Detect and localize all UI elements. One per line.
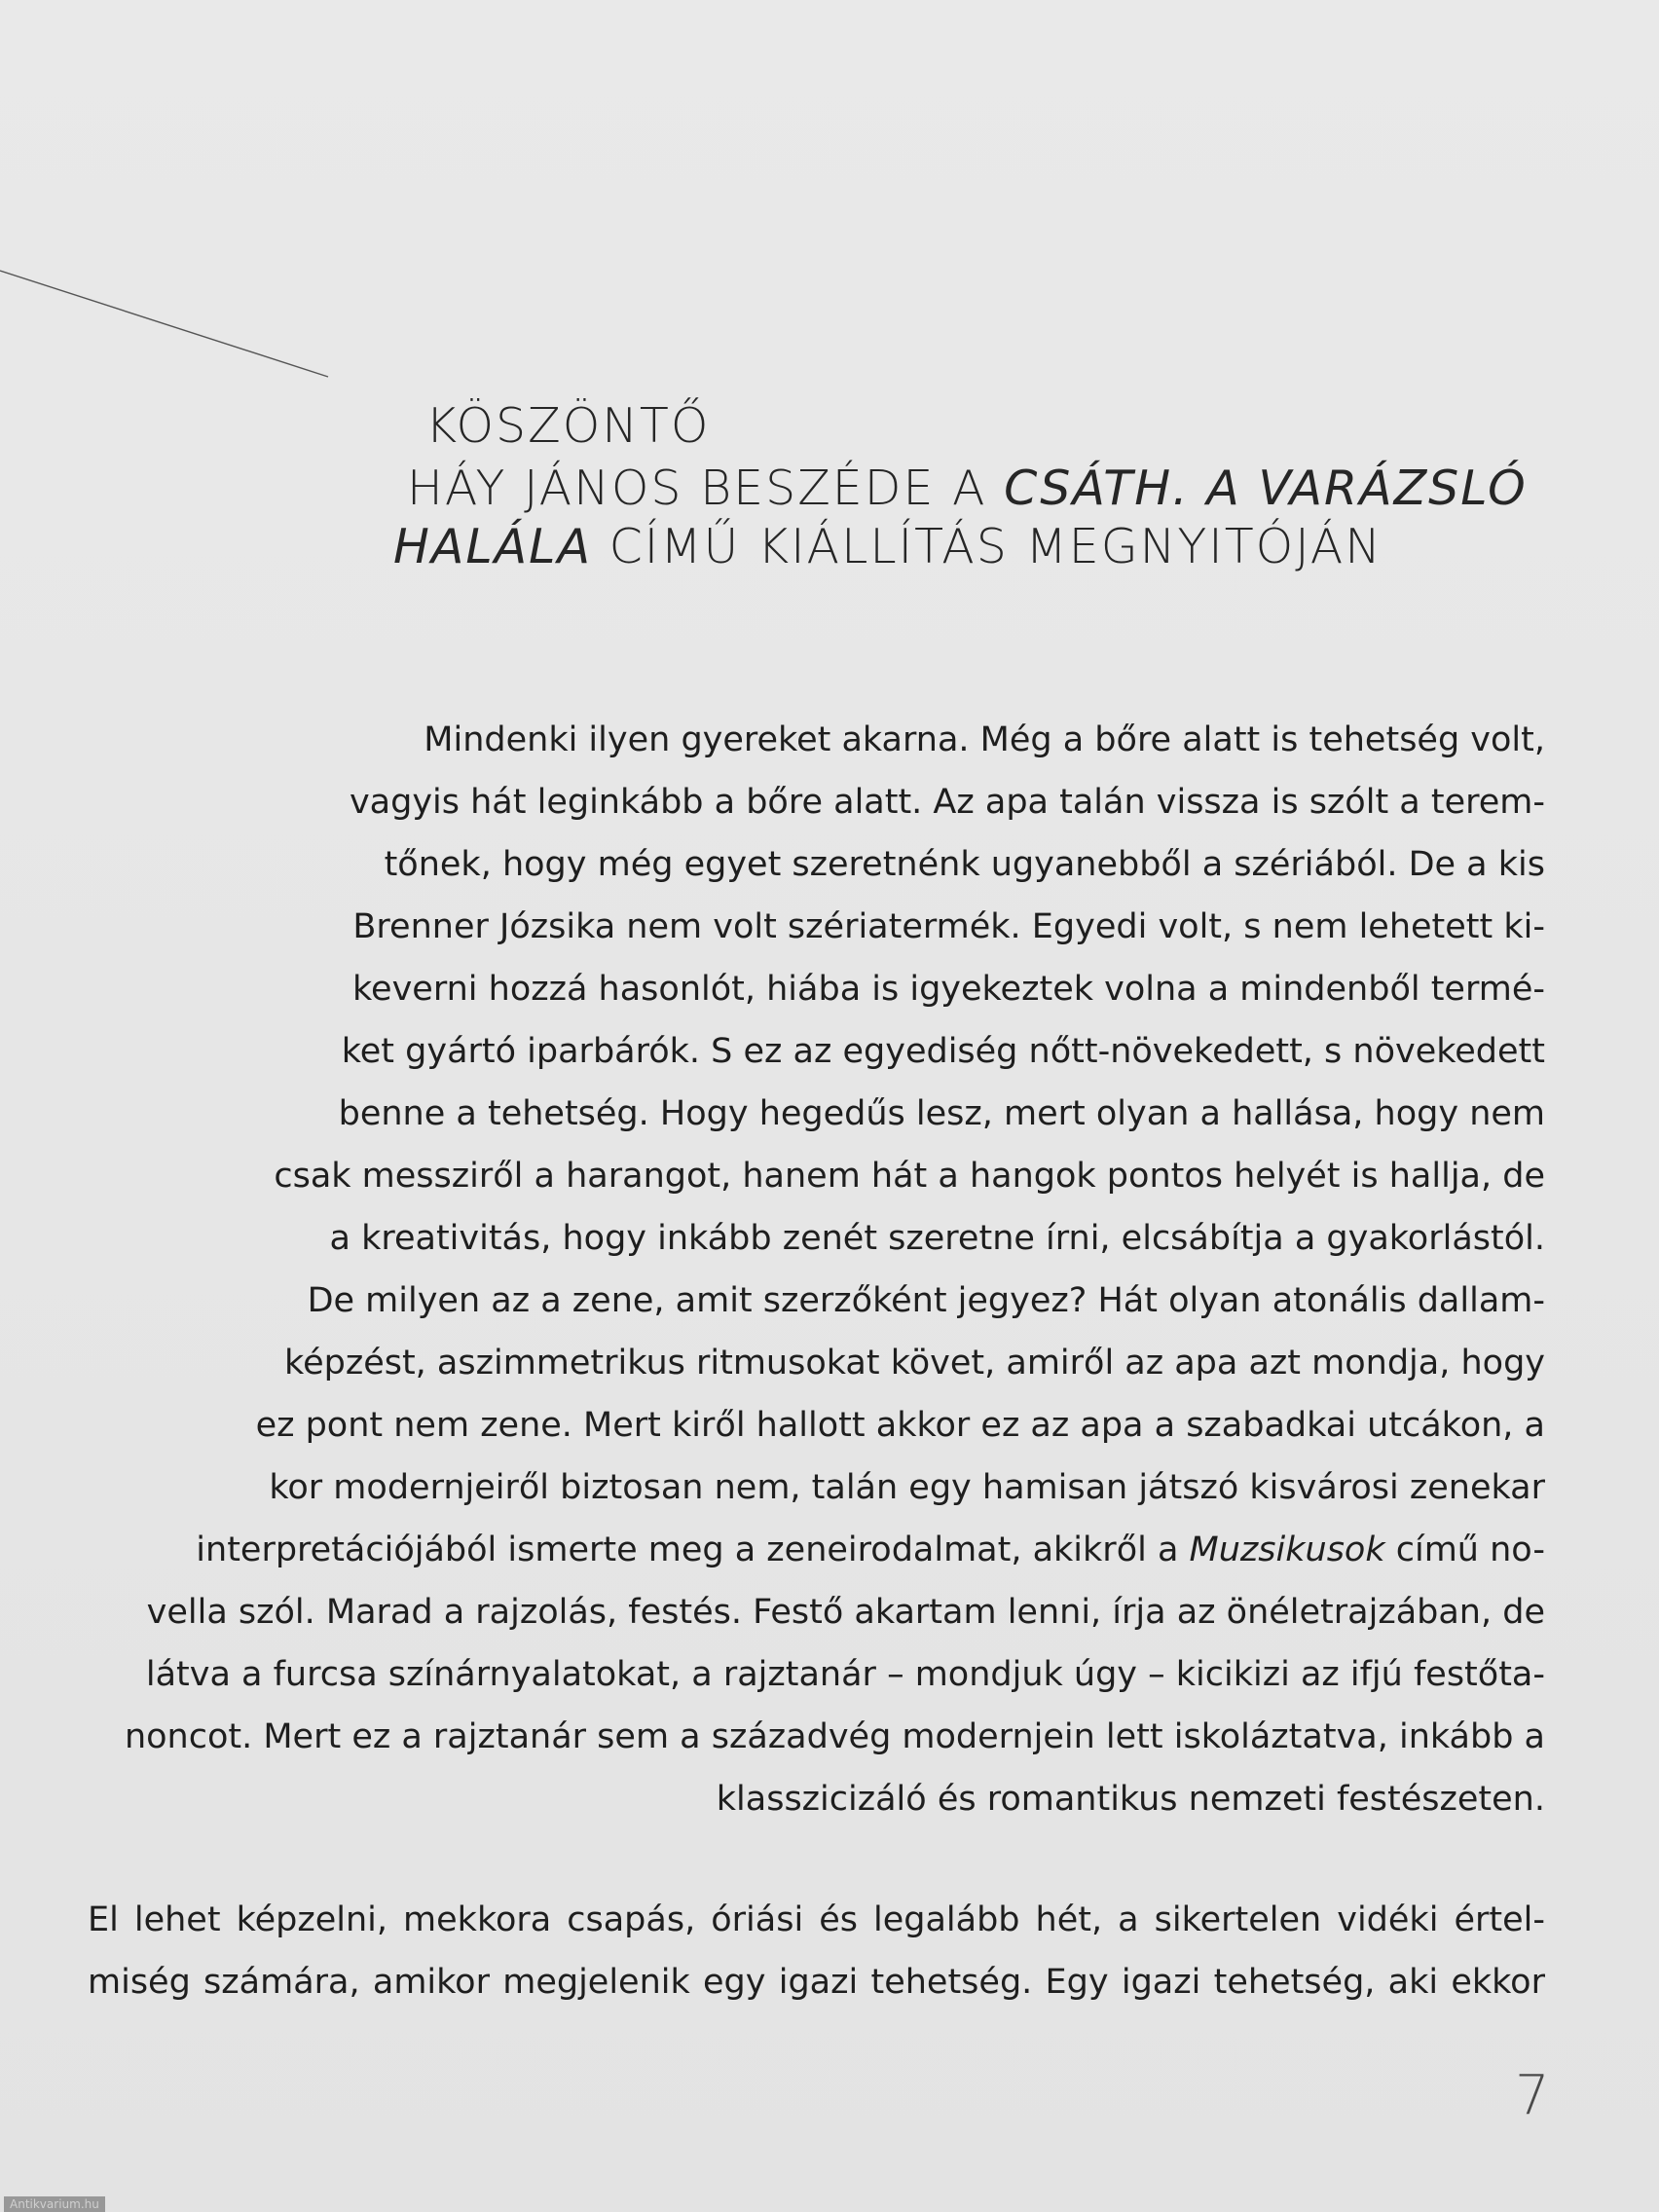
paragraph-1-line: csak messziről a harangot, hanem hát a hangok pontos helyét is hallja, de — [274, 1157, 1545, 1196]
page-number: 7 — [1515, 2064, 1550, 2127]
paragraph-1-line: képzést, aszimmetrikus ritmusokat követ, amiről az apa azt mondja, hogy — [284, 1344, 1545, 1382]
paragraph-2-line: miség számára, amikor megjelenik egy igazi tehetség. Egy igazi tehetség, aki ekkor — [88, 1963, 1545, 2002]
heading-line-1: KÖSZÖNTŐ — [425, 398, 711, 454]
watermark-logo: Antikvarium.hu — [4, 2196, 105, 2212]
paragraph-1-line: keverni hozzá hasonlót, hiába is igyekeztek volna a mindenből termé- — [352, 970, 1545, 1009]
heading-line-2-italic: CSÁTH. A VARÁZSLÓ — [1004, 461, 1528, 516]
paragraph-1-line: kor modernjeiről biztosan nem, talán egy hamisan játszó kisvárosi zenekar — [269, 1468, 1545, 1507]
book-title-italic: Muzsikusok — [1189, 1530, 1385, 1569]
paragraph-1-line: Brenner Józsika nem volt szériatermék. Egyedi volt, s nem lehetett ki- — [352, 907, 1545, 946]
heading-line-2-prefix: HÁY JÁNOS BESZÉDE A — [407, 461, 1005, 516]
paragraph-1-line-text: interpretációjából ismerte meg a zeneirodalmat, akikről a — [196, 1530, 1190, 1569]
heading-line-3-italic: HALÁLA — [393, 519, 593, 574]
paragraph-1-line: benne a tehetség. Hogy hegedűs lesz, mert olyan a hallása, hogy nem — [338, 1094, 1545, 1133]
paragraph-1-line-suffix: című no- — [1384, 1530, 1545, 1569]
paragraph-1-line: ez pont nem zene. Mert kiről hallott akkor ez az apa a szabadkai utcákon, a — [255, 1406, 1545, 1445]
paragraph-1-line: látva a furcsa színárnyalatokat, a rajztanár – mondjuk úgy – kicikizi az ifjú festőta- — [145, 1655, 1545, 1694]
heading-line-3 — [393, 519, 1382, 574]
paragraph-1-line: ket gyártó iparbárók. S ez az egyediség nőtt-növekedett, s növekedett — [341, 1032, 1545, 1071]
heading-line-3-suffix: CÍMŰ KIÁLLÍTÁS MEGNYITÓJÁN — [592, 519, 1382, 574]
paragraph-1-line: De milyen az a zene, amit szerzőként jegyez? Hát olyan atonális dallam- — [307, 1281, 1545, 1320]
paragraph-1-line: tőnek, hogy még egyet szeretnénk ugyanebből a szériából. De a kis — [384, 845, 1545, 884]
paragraph-1-line: klasszicizáló és romantikus nemzeti festészeten. — [716, 1780, 1545, 1819]
heading-line-2 — [407, 461, 1528, 516]
decorative-diagonal-rule — [0, 0, 350, 389]
paragraph-1-line: vagyis hát leginkább a bőre alatt. Az apa talán vissza is szólt a terem- — [349, 783, 1545, 822]
paragraph-2 — [88, 1889, 1545, 2013]
paragraph-1-line: Mindenki ilyen gyereket akarna. Még a bőre alatt is tehetség volt, — [424, 720, 1545, 759]
paragraph-1-line: a kreativitás, hogy inkább zenét szeretne írni, elcsábítja a gyakorlástól. — [329, 1219, 1545, 1258]
paragraph-1-line: noncot. Mert ez a rajztanár sem a századvég modernjein lett iskoláztatva, inkább a — [124, 1717, 1545, 1756]
paragraph-1-line: vella szól. Marad a rajzolás, festés. Festő akartam lenni, írja az önéletrajzában, de — [146, 1593, 1545, 1632]
paragraph-2-line: El lehet képzelni, mekkora csapás, óriási és legalább hét, a sikertelen vidéki értel- — [88, 1900, 1545, 1939]
paragraph-1-line-with-title — [196, 1530, 1545, 1571]
